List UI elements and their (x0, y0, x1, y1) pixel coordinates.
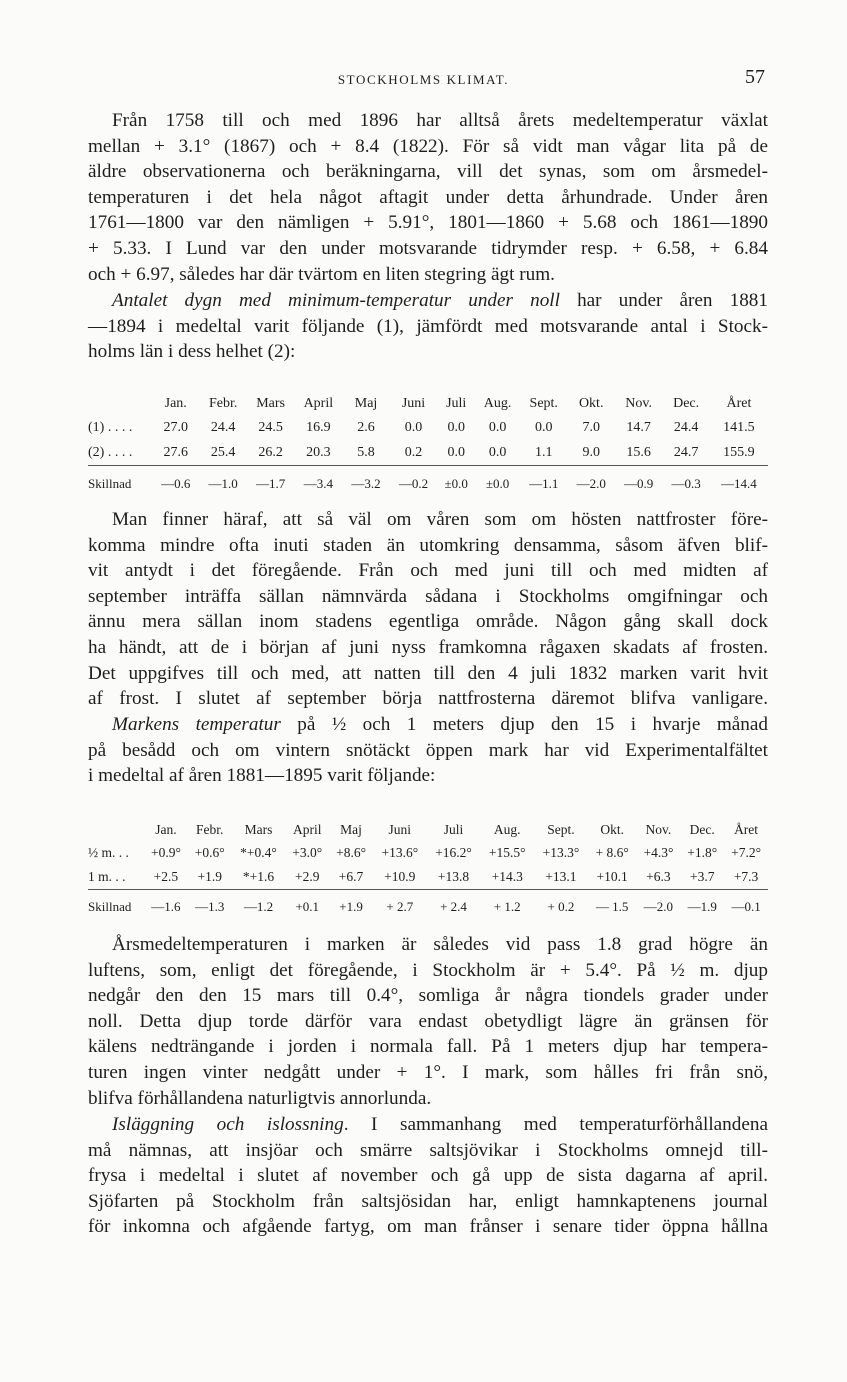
table-cell: —1.6 (151, 899, 181, 914)
table-cell: 20.3 (294, 440, 342, 466)
table-cell: + 8.6° (595, 845, 629, 860)
table-cell: —0.1 (731, 899, 761, 914)
table-cell: 24.7 (662, 440, 709, 466)
table-header-cell (88, 392, 152, 415)
table-header-cell: Maj (354, 395, 378, 411)
table-cell: —3.4 (303, 475, 333, 491)
text-line (88, 712, 768, 738)
table-cell: +10.1 (588, 865, 637, 890)
table-cell: —2.0 (576, 475, 606, 491)
table-cell: 0.0 (488, 419, 507, 435)
text-line: kälens nedträngande i jorden i normala fall. På 1 meters djup har tempera- (88, 1036, 768, 1058)
table-header-cell: Året (726, 395, 752, 411)
table-header-cell: April (292, 821, 322, 837)
text-line: ha händt, att de i början af juni nyss framkomna rågaxen skadats af frosten. (88, 636, 768, 658)
table-header-cell: Juli (443, 821, 464, 837)
text-line: vit antydt i det föregående. Från och med juni till och med midten af (88, 560, 768, 582)
table-cell: + 0.2 (547, 899, 575, 914)
table-row (88, 865, 768, 890)
table-header-cell: Okt. (600, 821, 624, 837)
table-cell: —1.7 (256, 475, 286, 491)
table-cell: —14.4 (721, 475, 757, 491)
text-line: och + 6.97, således har där tvärtom en liten stegring ägt rum. (88, 263, 555, 285)
table-cell: +1.9 (188, 865, 232, 890)
table-cell: 5.8 (342, 440, 389, 466)
table-cell: +15.5° (488, 845, 526, 860)
table-cell: +1.9 (339, 899, 363, 914)
paragraph-2 (88, 288, 768, 365)
table-cell: 0.0 (437, 440, 475, 466)
table-cell: 0.0 (404, 419, 423, 435)
table-cell: 1 m. . . (88, 865, 144, 890)
table-cell: 15.6 (615, 440, 662, 466)
table-header-cell: Sept. (529, 395, 558, 411)
text-line: på besådd och om vintern snötäckt öppen mark har vid Experimentalfältet (88, 739, 768, 761)
text-line (88, 288, 768, 314)
text-line: äldre observationerna och beräkningarna, vill det synas, som om årsmedel- (88, 161, 768, 183)
table-header-cell: Jan. (155, 821, 177, 837)
text-line: för inkomna och afgående fartyg, om man frånser i senare tider öppna hållna (88, 1216, 768, 1238)
table-cell: +2.5 (144, 865, 188, 890)
table-cell: 0.0 (475, 440, 520, 466)
table-cell: + 2.7 (386, 899, 414, 914)
table-cell: 1.1 (520, 440, 567, 466)
table-cell: +10.9 (373, 865, 427, 890)
table-header-cell: Året (734, 821, 759, 837)
text-line: 1761—1800 var den nämligen + 5.91°, 1801—1860 + 5.68 och 1861—1890 (88, 212, 768, 234)
table-cell: —0.3 (671, 475, 701, 491)
table-header-cell: Aug. (483, 395, 512, 411)
table-cell: — 1.5 (595, 899, 629, 914)
table-cell: +0.1 (295, 899, 320, 914)
text-line: i medeltal af åren 1881—1895 varit följande: (88, 765, 436, 787)
table-header-cell: Nov. (625, 395, 652, 411)
table-cell: —1.9 (687, 899, 717, 914)
table-header-row (88, 818, 768, 841)
table-cell: 155.9 (710, 440, 768, 466)
table-cell: 0.2 (390, 440, 437, 466)
table-row-difference (88, 890, 768, 920)
page-header (0, 66, 847, 94)
table-row-difference (88, 466, 768, 497)
text-line: september inträffa sällan nämnvärda sådana i Stockholms omgifningar och (88, 585, 768, 607)
text-line: Från 1758 till och med 1896 har alltså årets medeltemperatur växlat (112, 110, 768, 131)
table-cell: *+0.4° (240, 845, 277, 860)
text-line: blifva förhållandena naturligtvis annorlunda. (88, 1087, 432, 1109)
table-header-cell: Nov. (645, 821, 672, 837)
text-line (88, 1112, 768, 1138)
table-cell: —0.6 (161, 475, 191, 491)
table-header-cell (88, 818, 144, 841)
text-line: Årsmedeltemperaturen i marken är således vid pass 1.8 grad högre än (112, 934, 768, 955)
table-header-cell: Sept. (547, 821, 575, 837)
paragraph-1 (88, 108, 768, 287)
table-row (88, 440, 768, 466)
table-cell: 2.6 (357, 419, 375, 435)
table-header-cell: Mars (244, 821, 273, 837)
table-cell: +3.0° (292, 845, 323, 860)
table-cell: —1.0 (208, 475, 238, 491)
table-header-cell: Juli (446, 395, 467, 411)
table-cell: 141.5 (723, 419, 755, 435)
table-header-cell: Mars (256, 395, 286, 411)
table-header-cell: Febr. (208, 395, 238, 411)
table-header-cell: April (303, 395, 334, 411)
text-line: mellan + 3.1° (1867) och + 8.4 (1822). För så vidt man vågar lita på de (88, 135, 768, 157)
table-cell: 24.5 (258, 419, 283, 435)
table-cell: 14.7 (626, 419, 651, 435)
table-header-cell: Aug. (493, 821, 521, 837)
paragraph-6 (88, 1112, 768, 1240)
table-cell: 7.0 (582, 419, 600, 435)
text-line: ännu mera sällan inom stadens egentliga område. Någon gång skall dock (88, 611, 768, 633)
frost-days-table (88, 392, 768, 496)
table-cell: —1.1 (529, 475, 559, 491)
table-cell: +0.6° (194, 845, 225, 860)
table-header-row (88, 392, 768, 415)
table-cell: —0.2 (398, 475, 429, 491)
table-header-cell: Dec. (673, 395, 700, 411)
table-cell: 9.0 (567, 440, 614, 466)
text-line: nedgår den den 15 mars till 0.4°, somliga år några tiondels grader under (88, 985, 768, 1007)
italic-heading: Isläggning och islossning (112, 1114, 344, 1135)
table-cell: +14.3 (480, 865, 534, 890)
text-line: frysa i medeltal i slutet af november och gå upp de sista dagarna af april. (88, 1165, 768, 1187)
table-cell: —1.3 (195, 899, 225, 914)
italic-heading: Antalet dygn med minimum-temperatur under noll (112, 290, 560, 311)
table-cell: (1) . . . . (88, 419, 133, 435)
table-cell: *+1.6 (232, 865, 286, 890)
table-cell: Skillnad (88, 475, 132, 491)
text-line: Sjöfarten på Stockholm från saltsjösidan har, enligt hamnkaptenens journal (88, 1190, 768, 1212)
table-header-cell: Okt. (578, 395, 604, 411)
text-fragment: har under åren 1881 (559, 290, 768, 311)
table-cell: +13.3° (542, 845, 580, 860)
table-cell: —2.0 (643, 899, 674, 914)
table-cell: +8.6° (336, 845, 366, 860)
table-cell: ±0.0 (444, 475, 468, 491)
table-cell: +7.3 (724, 865, 768, 890)
table-cell: 26.2 (247, 440, 294, 466)
text-fragment: . I sammanhang med temperaturförhållandena (343, 1114, 768, 1135)
table-cell: 24.4 (210, 419, 236, 435)
table-cell: +2.9 (285, 865, 329, 890)
table-cell: 27.0 (163, 419, 188, 435)
table-cell: 0.0 (447, 419, 465, 435)
table-header-cell: Maj (340, 821, 362, 837)
soil-temperature-table (88, 818, 768, 919)
table-cell: +7.2° (731, 845, 762, 860)
table-header-cell: Juni (401, 395, 426, 411)
text-line: må nämnas, att insjöar och smärre saltsjövikar i Stockholms omnejd till- (88, 1139, 768, 1161)
table-header-cell: Juni (388, 821, 412, 837)
table-cell: + 2.4 (440, 899, 467, 914)
text-line: turen ingen vinter nedgått under + 1°. I mark, som hålles fri från snö, (88, 1061, 768, 1083)
text-line: Det uppgifves till och med, att natten till den 4 juli 1832 marken varit hvit (88, 662, 768, 684)
table-cell: ±0.0 (485, 475, 510, 491)
italic-heading: Markens temperatur (112, 714, 281, 735)
table-cell: —1.2 (243, 899, 274, 914)
table-cell: 16.9 (306, 419, 331, 435)
table-cell: —3.2 (351, 475, 381, 491)
table-row (88, 415, 768, 440)
text-line: Man finner häraf, att så väl om våren som om hösten nattfroster före- (112, 509, 768, 530)
text-line: komma mindre ofta inuti staden än utomkring densamma, såsom äfven blif- (88, 534, 768, 556)
text-fragment: på ½ och 1 meters djup den 15 i hvarje månad (280, 714, 768, 735)
table-cell: +13.1 (534, 865, 588, 890)
table-cell: 24.4 (673, 419, 699, 435)
text-line: holms län i dess helhet (2): (88, 341, 296, 363)
table-cell: +1.8° (687, 845, 718, 860)
table-header-cell: Jan. (164, 395, 187, 411)
table-cell: +3.7 (680, 865, 724, 890)
table-cell: +16.2° (435, 845, 472, 860)
table-cell: —0.9 (624, 475, 654, 491)
table-cell: +6.3 (637, 865, 681, 890)
paragraph-3 (88, 507, 768, 712)
running-title: STOCKHOLMS KLIMAT. (337, 72, 510, 87)
page-number: 57 (745, 66, 765, 88)
table-cell: ½ m. . . (88, 845, 129, 860)
text-line: temperaturen i det hela något aftagit under detta århundrade. Under åren (88, 186, 768, 208)
table-header-cell: Febr. (196, 821, 224, 837)
table-cell: + 1.2 (493, 899, 521, 914)
table-header-cell: Dec. (689, 821, 715, 837)
paragraph-5 (88, 932, 768, 1111)
text-line: luftens, som, enligt det föregående, i Stockholm är + 5.4°. På ½ m. djup (88, 959, 768, 981)
table-cell: 27.6 (152, 440, 199, 466)
text-line: —1894 i medeltal varit följande (1), jämfördt med motsvarande antal i Stock- (88, 315, 768, 337)
table-cell: (2) . . . . (88, 440, 152, 466)
table-cell: 25.4 (199, 440, 246, 466)
table-cell: +4.3° (643, 845, 674, 860)
table-cell: Skillnad (88, 899, 132, 914)
text-line: noll. Detta djup torde därför vara endast obetydligt lägre än gränsen för (88, 1010, 768, 1032)
table-cell: +6.7 (329, 865, 373, 890)
text-line: + 5.33. I Lund var den under motsvarande tidrymder resp. + 6.58, + 6.84 (88, 237, 768, 259)
table-cell: +13.6° (381, 845, 419, 860)
table-row (88, 841, 768, 865)
table-cell: +0.9° (150, 845, 181, 860)
table-cell: 0.0 (534, 419, 553, 435)
paragraph-4 (88, 712, 768, 789)
table-cell: +13.8 (427, 865, 481, 890)
text-line: af frost. I slutet af september börja nattfrosterna däremot blifva vanligare. (88, 688, 768, 710)
